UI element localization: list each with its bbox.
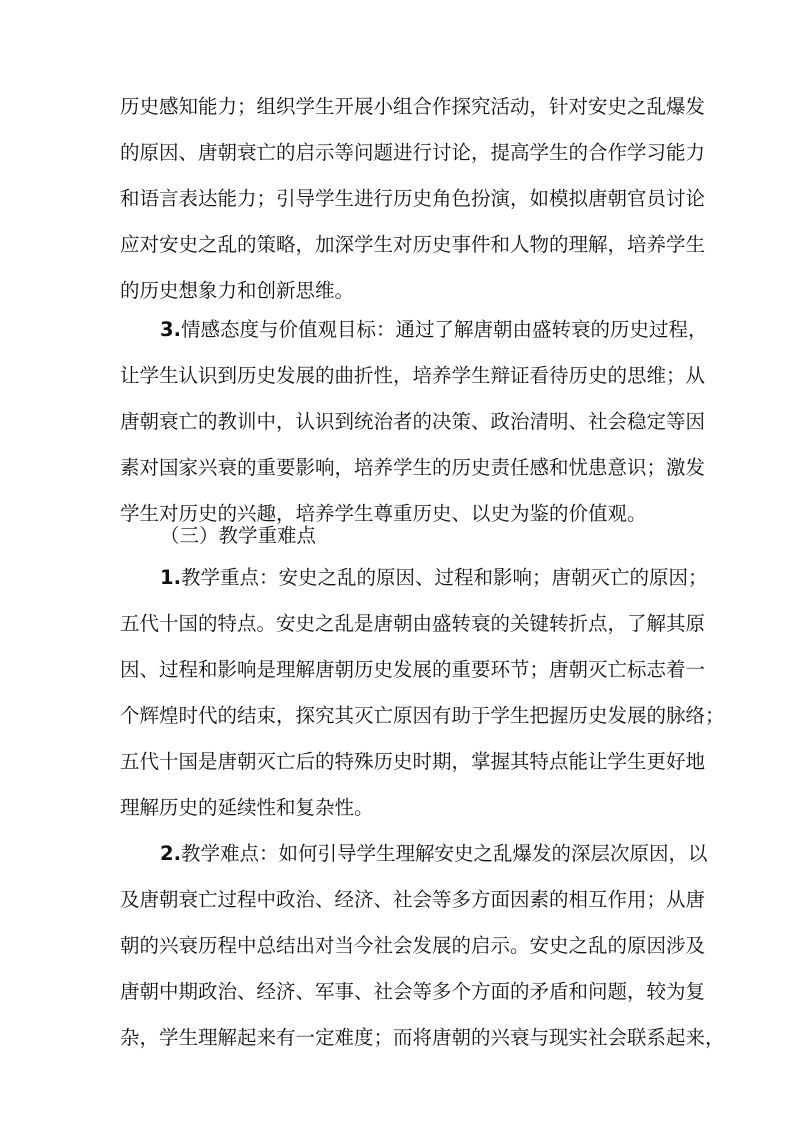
text-line: 的原因、唐朝衰亡的启示等问题进行讨论，提高学生的合作学习能力 [120, 141, 706, 164]
text-line: 及唐朝衰亡过程中政治、经济、社会等多方面因素的相互作用；从唐 [120, 888, 706, 911]
text-span: 教学难点：如何引导学生理解安史之乱爆发的深层次原因，以 [180, 842, 708, 865]
text-line: 学生对历史的兴趣，培养学生尊重历史、以史为鉴的价值观。 [120, 502, 647, 525]
text-line: 杂，学生理解起来有一定难度；而将唐朝的兴衰与现实社会联系起来， [120, 1026, 725, 1049]
text-line: 唐朝衰亡的教训中，认识到统治者的决策、政治清明、社会稳定等因 [120, 410, 706, 433]
text-line: 素对国家兴衰的重要影响，培养学生的历史责任感和忧患意识；激发 [120, 456, 706, 479]
numbered-line [160, 839, 708, 869]
text-line: 个辉煌时代的结束，探究其灭亡原因有助于学生把握历史发展的脉络； [120, 704, 725, 727]
text-line: 的历史想象力和创新思维。 [120, 279, 355, 302]
text-line: 历史感知能力；组织学生开展小组合作探究活动，针对安史之乱爆发 [120, 95, 706, 118]
text-line: 和语言表达能力；引导学生进行历史角色扮演，如模拟唐朝官员讨论 [120, 187, 706, 210]
text-line: 因、过程和影响是理解唐朝历史发展的重要环节；唐朝灭亡标志着一 [120, 658, 706, 681]
text-line: 朝的兴衰历程中总结出对当今社会发展的启示。安史之乱的原因涉及 [120, 934, 706, 957]
text-span: 情感态度与价值观目标：通过了解唐朝由盛转衰的历史过程， [180, 318, 708, 341]
text-line: 让学生认识到历史发展的曲折性，培养学生辩证看待历史的思维；从 [120, 364, 706, 387]
text-line: 五代十国是唐朝灭亡后的特殊历史时期，掌握其特点能让学生更好地 [120, 750, 706, 773]
item-number: 1. [160, 566, 181, 589]
section-heading: （三）教学重难点 [160, 524, 317, 547]
text-line: 唐朝中期政治、经济、军事、社会等多个方面的矛盾和问题，较为复 [120, 980, 706, 1003]
item-number: 3. [160, 318, 181, 341]
text-line: 应对安史之乱的策略，加深学生对历史事件和人物的理解，培养学生 [120, 233, 706, 256]
item-number: 2. [160, 842, 181, 865]
text-line: 五代十国的特点。安史之乱是唐朝由盛转衰的关键转折点，了解其原 [120, 612, 706, 635]
text-span: 教学重点：安史之乱的原因、过程和影响；唐朝灭亡的原因； [180, 566, 708, 589]
text-line: 理解历史的延续性和复杂性。 [120, 796, 374, 819]
numbered-line [160, 315, 708, 345]
numbered-line [160, 563, 708, 593]
